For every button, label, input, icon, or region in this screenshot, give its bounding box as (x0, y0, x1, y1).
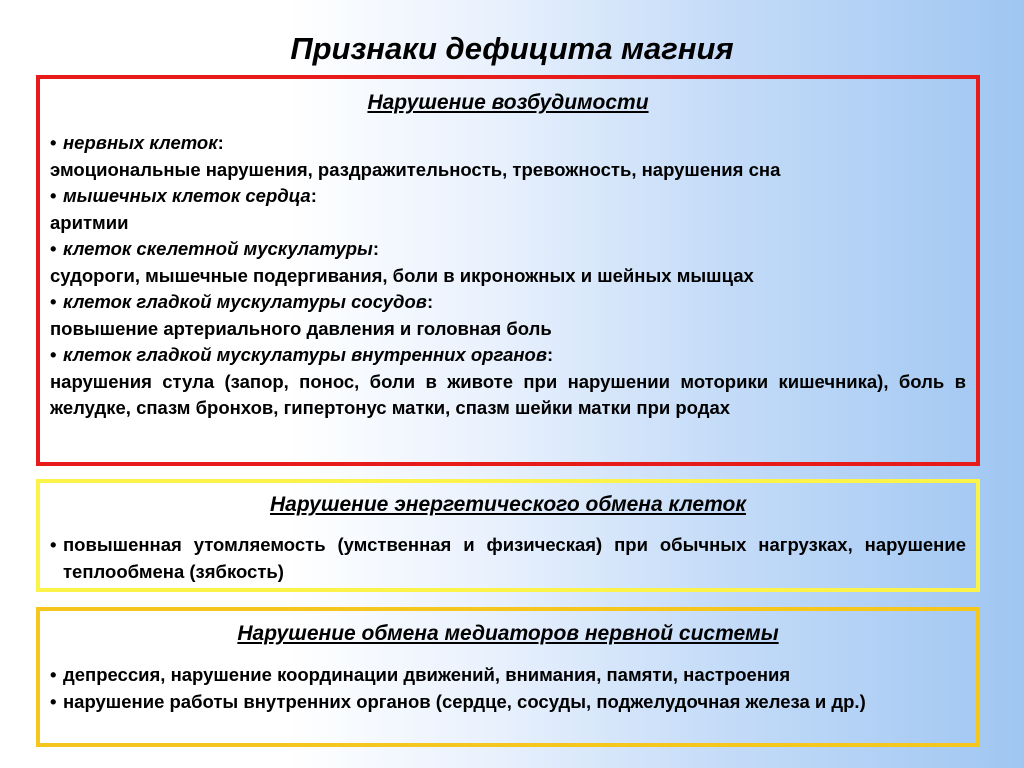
bullet-icon: • (50, 664, 57, 685)
item-category: клеток скелетной мускулатуры (63, 238, 373, 259)
bullet-icon: • (50, 185, 57, 206)
energy-item (50, 532, 966, 585)
excitability-item-vascular-muscle (50, 289, 966, 316)
excitability-item-heart-cells (50, 183, 966, 210)
bullet-icon: • (50, 690, 57, 712)
item-colon: : (310, 185, 317, 206)
excitability-item-description: судороги, мышечные подергивания, боли в икроножных и шейных мышцах (50, 264, 754, 286)
item-colon: : (547, 344, 554, 365)
item-colon: : (217, 132, 224, 153)
item-category: клеток гладкой мускулатуры внутренних органов (63, 344, 548, 365)
excitability-item-description: нарушения стула (запор, понос, боли в животе при нарушении моторики кишечника), боль в желудке, спазм бронхов, гипертонус матки, спазм шейки матки при родах (50, 370, 966, 418)
energy-heading: Нарушение энергетического обмена клеток (270, 493, 746, 516)
excitability-heading: Нарушение возбудимости (367, 91, 649, 114)
item-colon: : (426, 291, 434, 312)
excitability-box (36, 75, 980, 466)
energy-box (36, 479, 980, 592)
mediators-item (50, 662, 966, 689)
excitability-item-nerve-cells (50, 130, 966, 157)
bullet-icon: • (50, 132, 57, 153)
energy-item-text: повышенная утомляемость (умственная и физическая) при обычных нагрузках, нарушение теплообмена (зябкость) (63, 534, 966, 582)
bullet-icon: • (50, 238, 57, 259)
mediators-item (50, 689, 966, 716)
slide-title: Признаки дефицита магния (290, 31, 734, 66)
bullet-icon: • (50, 291, 57, 312)
mediators-item-text: депрессия, нарушение координации движений, внимания, памяти, настроения (63, 664, 791, 685)
bullet-icon: • (50, 344, 57, 365)
mediators-heading: Нарушение обмена медиаторов нервной системы (237, 622, 779, 645)
mediators-item-text: нарушение работы внутренних органов (сердце, сосуды, поджелудочная железа и др.) (63, 690, 866, 712)
excitability-item-organ-muscle (50, 342, 966, 369)
mediators-box (36, 607, 980, 747)
bullet-icon: • (50, 534, 57, 555)
excitability-item-description: аритмии (50, 211, 129, 233)
item-colon: : (372, 238, 380, 259)
excitability-item-skeletal-muscle (50, 236, 966, 263)
item-category: нервных клеток (63, 132, 218, 153)
excitability-item-description: повышение артериального давления и головная боль (50, 317, 552, 339)
excitability-item-description: эмоциональные нарушения, раздражительность, тревожность, нарушения сна (50, 158, 781, 180)
item-category: мышечных клеток сердца (63, 185, 311, 206)
item-category: клеток гладкой мускулатуры сосудов (63, 291, 427, 312)
